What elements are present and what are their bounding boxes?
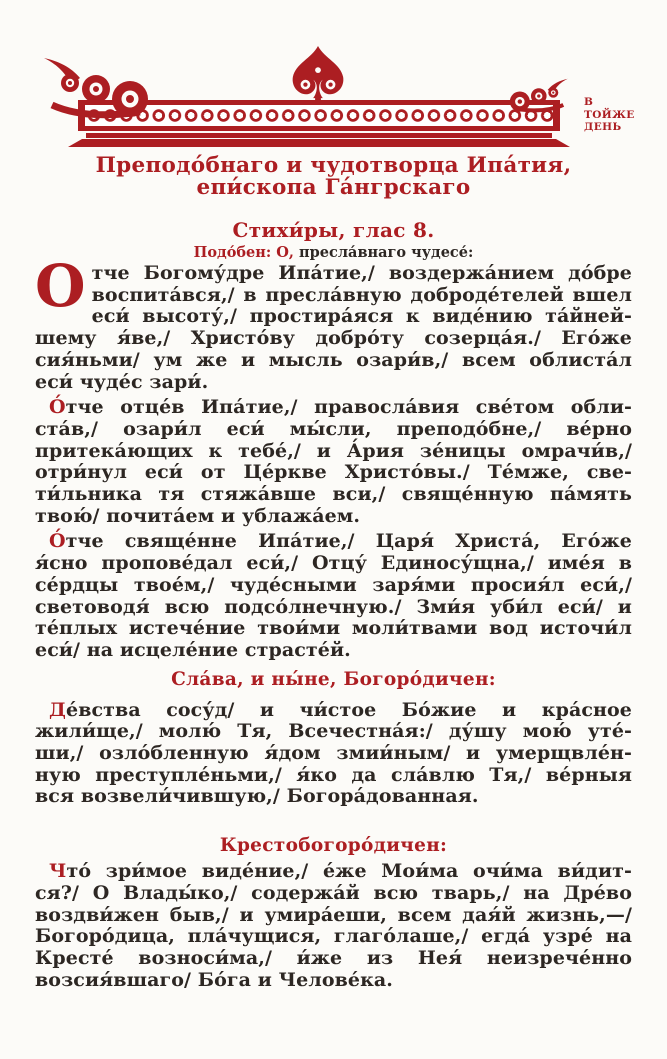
red-initial-letter: Ч	[49, 860, 67, 883]
text-line: Богоро́дица, пла́чущися, глаго́лаше,/ егда́ узре́ на	[35, 925, 632, 948]
theotokion-heading: Сла́ва, и ны́не, Богоро́дичен:	[171, 668, 496, 690]
red-initial-letter: О́	[49, 530, 66, 553]
text-column	[35, 0, 632, 991]
stichera-heading: Стихи́ры, глас 8.	[232, 218, 435, 242]
text-line: шему я́ве,/ Христо́ву добро́ту созерца́я./ Его́же	[35, 327, 632, 350]
text-line: еси́ чуде́с зари́.	[35, 370, 209, 393]
stavrotheotokion-heading: Крестобогоро́дичен:	[219, 835, 448, 857]
red-initial-letter: О́	[49, 396, 66, 419]
text-line: О́тче свяще́нне Ипа́тие,/ Царя́ Христа́, Его́же	[49, 530, 632, 553]
text-line: воздви́жен быв,/ и умира́еши, всем дая́й жизнь,—/	[35, 903, 632, 926]
text-line: те́плых истече́ние твои́ми моли́твами вод источи́л	[35, 617, 632, 640]
podoben-line	[35, 244, 632, 261]
text-line: Кресте́ возноси́ма,/ и́же из Нея́ неизрече́нно	[35, 946, 632, 969]
text-line: воспита́вся,/ в пресла́вную доброде́телей вшел	[91, 283, 632, 306]
drop-cap-initial: О	[35, 252, 86, 320]
title-line-2: епи́скопа Га́нгрскаго	[196, 175, 471, 200]
text-line: ся?/ О Влады́ко,/ содержа́й всю тварь,/ на Дре́во	[35, 881, 632, 904]
red-initial-letter: Д	[49, 698, 66, 721]
podoben-label: Подо́бен: О,	[193, 244, 294, 261]
text-line: Де́вства сосу́д/ и чи́стое Бо́жие и кра́сное	[49, 698, 632, 721]
rubric-line: ТОЙЖЕ	[584, 108, 635, 121]
text-line: вся возвели́чившую,/ Богора́дованная.	[35, 785, 479, 808]
text-line: световодя́ всю подсо́лнечную./ Зми́я уби́л еси́/ и	[35, 595, 632, 618]
text-line: се́рдцы твое́м,/ чуде́сными заря́ми просия́л еси́,/	[35, 573, 632, 596]
podoben-incipit: пресла́внаго чудесе́:	[293, 244, 474, 261]
rubric-line: ДЕНЬ	[584, 121, 622, 133]
text-line: тче Богому́дре Ипа́тие,/ воздержа́нием до́бре	[91, 262, 632, 284]
text-line: я́сно пропове́дал еси́,/ Отцу́ Единосу́щна,/ име́я в	[35, 552, 632, 575]
sticheron-3	[35, 531, 632, 661]
text-line: Что́ зри́мое виде́ние,/ е́же Мои́ма очи́ма ви́дит-	[49, 860, 632, 883]
text-line: еси́ высоту́,/ простира́яся к виде́нию та́йней-	[91, 305, 632, 328]
text-line: ста́в,/ озари́л еси́ мы́сли, преподо́бне,/ ве́рно	[35, 417, 632, 440]
text-line: отри́нул еси́ от Це́ркве Христо́вы./ Те́мже, све-	[35, 461, 632, 484]
theotokion-text	[35, 700, 632, 809]
text-line: еси́/ на исцеле́ние страсте́й.	[35, 638, 351, 661]
page-title	[35, 155, 632, 199]
text-line: жили́ще,/ молю́ Тя, Всечестна́я:/ ду́шу мою́ уте́-	[35, 720, 632, 743]
text-line: О́тче отце́в Ипа́тие,/ правосла́вия све́том обли-	[49, 396, 632, 419]
text-line: ши,/ озло́бленную я́дом змии́ным/ и умерщвле́н-	[35, 742, 632, 765]
text-line: возсия́вшаго/ Бо́га и Челове́ка.	[35, 968, 394, 991]
text-line: сия́ньми/ ум же и мысль озари́в,/ всем облиста́л	[35, 348, 632, 371]
rubric-line: В	[584, 96, 594, 108]
text-line: ную преступле́ньми,/ я́ко да сла́влю Тя,/ ве́рныя	[35, 763, 632, 786]
sticheron-2	[35, 397, 632, 527]
title-line-1: Преподо́бнаго и чудотворца Ипа́тия,	[95, 153, 572, 178]
text-line: твою́/ почита́ем и ублажа́ем.	[35, 504, 361, 527]
text-line: притека́ющих к тебе́,/ и А́рия зе́ницы омрачи́в,/	[35, 439, 632, 462]
stavrotheotokion-text	[35, 861, 632, 991]
text-line: ти́льника тя стяжа́вше вси,/ свяще́нную па́мять	[35, 483, 632, 506]
